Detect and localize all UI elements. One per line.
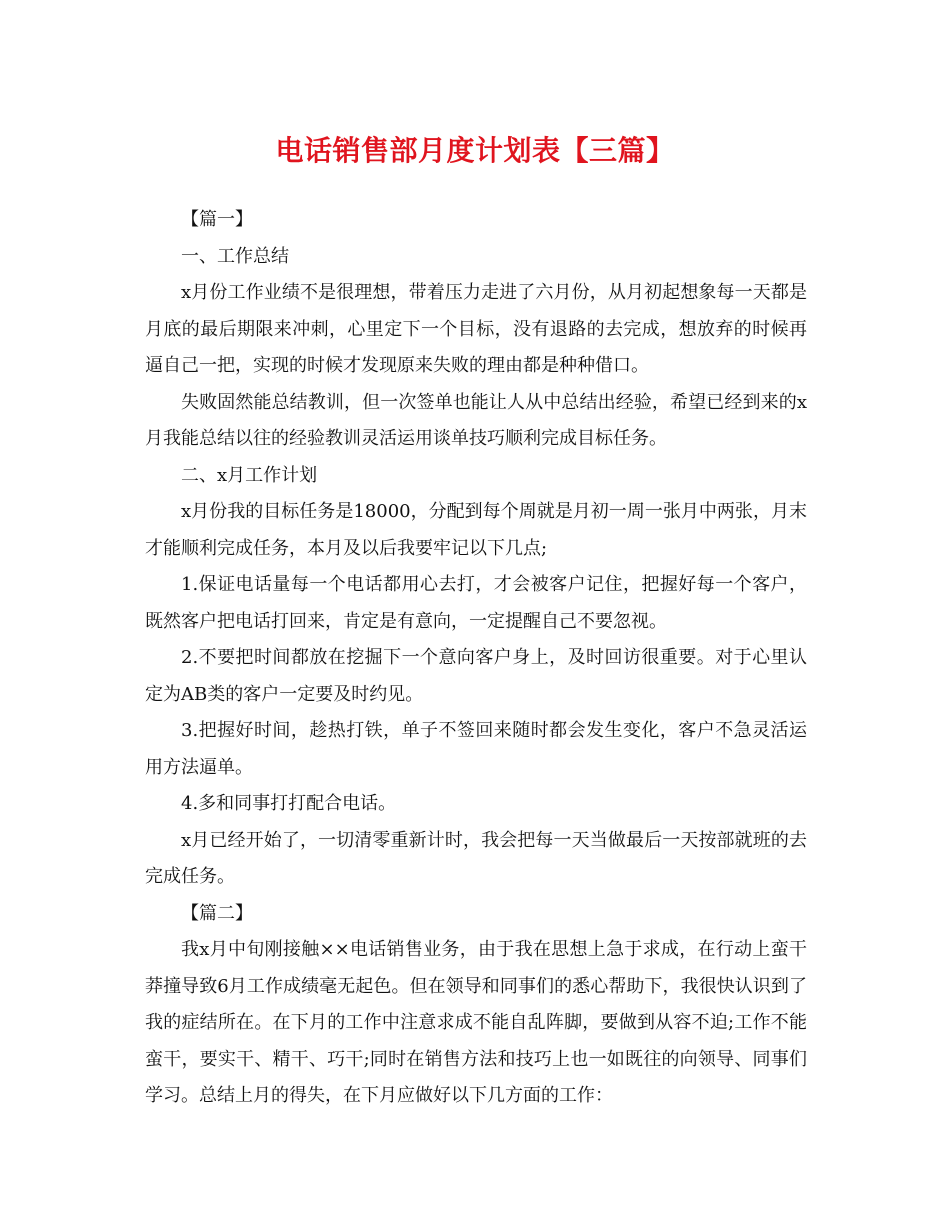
document-body [145,202,807,1115]
list-item: 1.保证电话量每一个电话都用心去打，才会被客户记住，把握好每一个客户，既然客户把电话打回来，肯定是有意向，一定提醒自己不要忽视。 [145,574,807,632]
paragraph: 我x月中旬刚接触××电话销售业务，由于我在思想上急于求成，在行动上蛮干莽撞导致6月工作成绩毫无起色。但在领导和同事们的悉心帮助下，我很快认识到了我的症结所在。在下月的工作中注意求成不能自乱阵脚，要做到从容不迫;工作不能蛮干，要实干、精干、巧干;同时在销售方法和技巧上也一如既往的向领导、同事们学习。总结上月的得失，在下月应做好以下几方面的工作： [145,939,807,1106]
document-title: 电话销售部月度计划表【三篇】 [275,134,675,167]
list-item: 4.多和同事打打配合电话。 [181,793,397,814]
paragraph: x月份工作业绩不是很理想，带着压力走进了六月份，从月初起想象每一天都是月底的最后期限来冲刺，心里定下一个目标，没有退路的去完成，想放弃的时候再逼自己一把，实现的时候才发现原来失败的理由都是种种借口。 [145,282,807,376]
paragraph: x月已经开始了，一切清零重新计时，我会把每一天当做最后一天按部就班的去完成任务。 [145,829,807,887]
heading-work-summary: 一、工作总结 [181,245,289,267]
paragraph: 失败固然能总结教训，但一次签单也能让人从中总结出经验，希望已经到来的x月我能总结以往的经验教训灵活运用谈单技巧顺利完成目标任务。 [145,391,807,449]
heading-work-plan: 二、x月工作计划 [181,464,318,486]
paragraph: x月份我的目标任务是18000，分配到每个周就是月初一周一张月中两张，月末才能顺利完成任务，本月及以后我要牢记以下几点; [145,501,807,559]
list-item: 3.把握好时间，趁热打铁，单子不签回来随时都会发生变化，客户不急灵活运用方法逼单。 [145,720,807,778]
section-heading-part-one: 【篇一】 [181,209,253,230]
section-heading-part-two: 【篇二】 [181,902,253,924]
list-item: 2.不要把时间都放在挖掘下一个意向客户身上，及时回访很重要。对于心里认定为AB类的客户一定要及时约见。 [145,647,807,705]
